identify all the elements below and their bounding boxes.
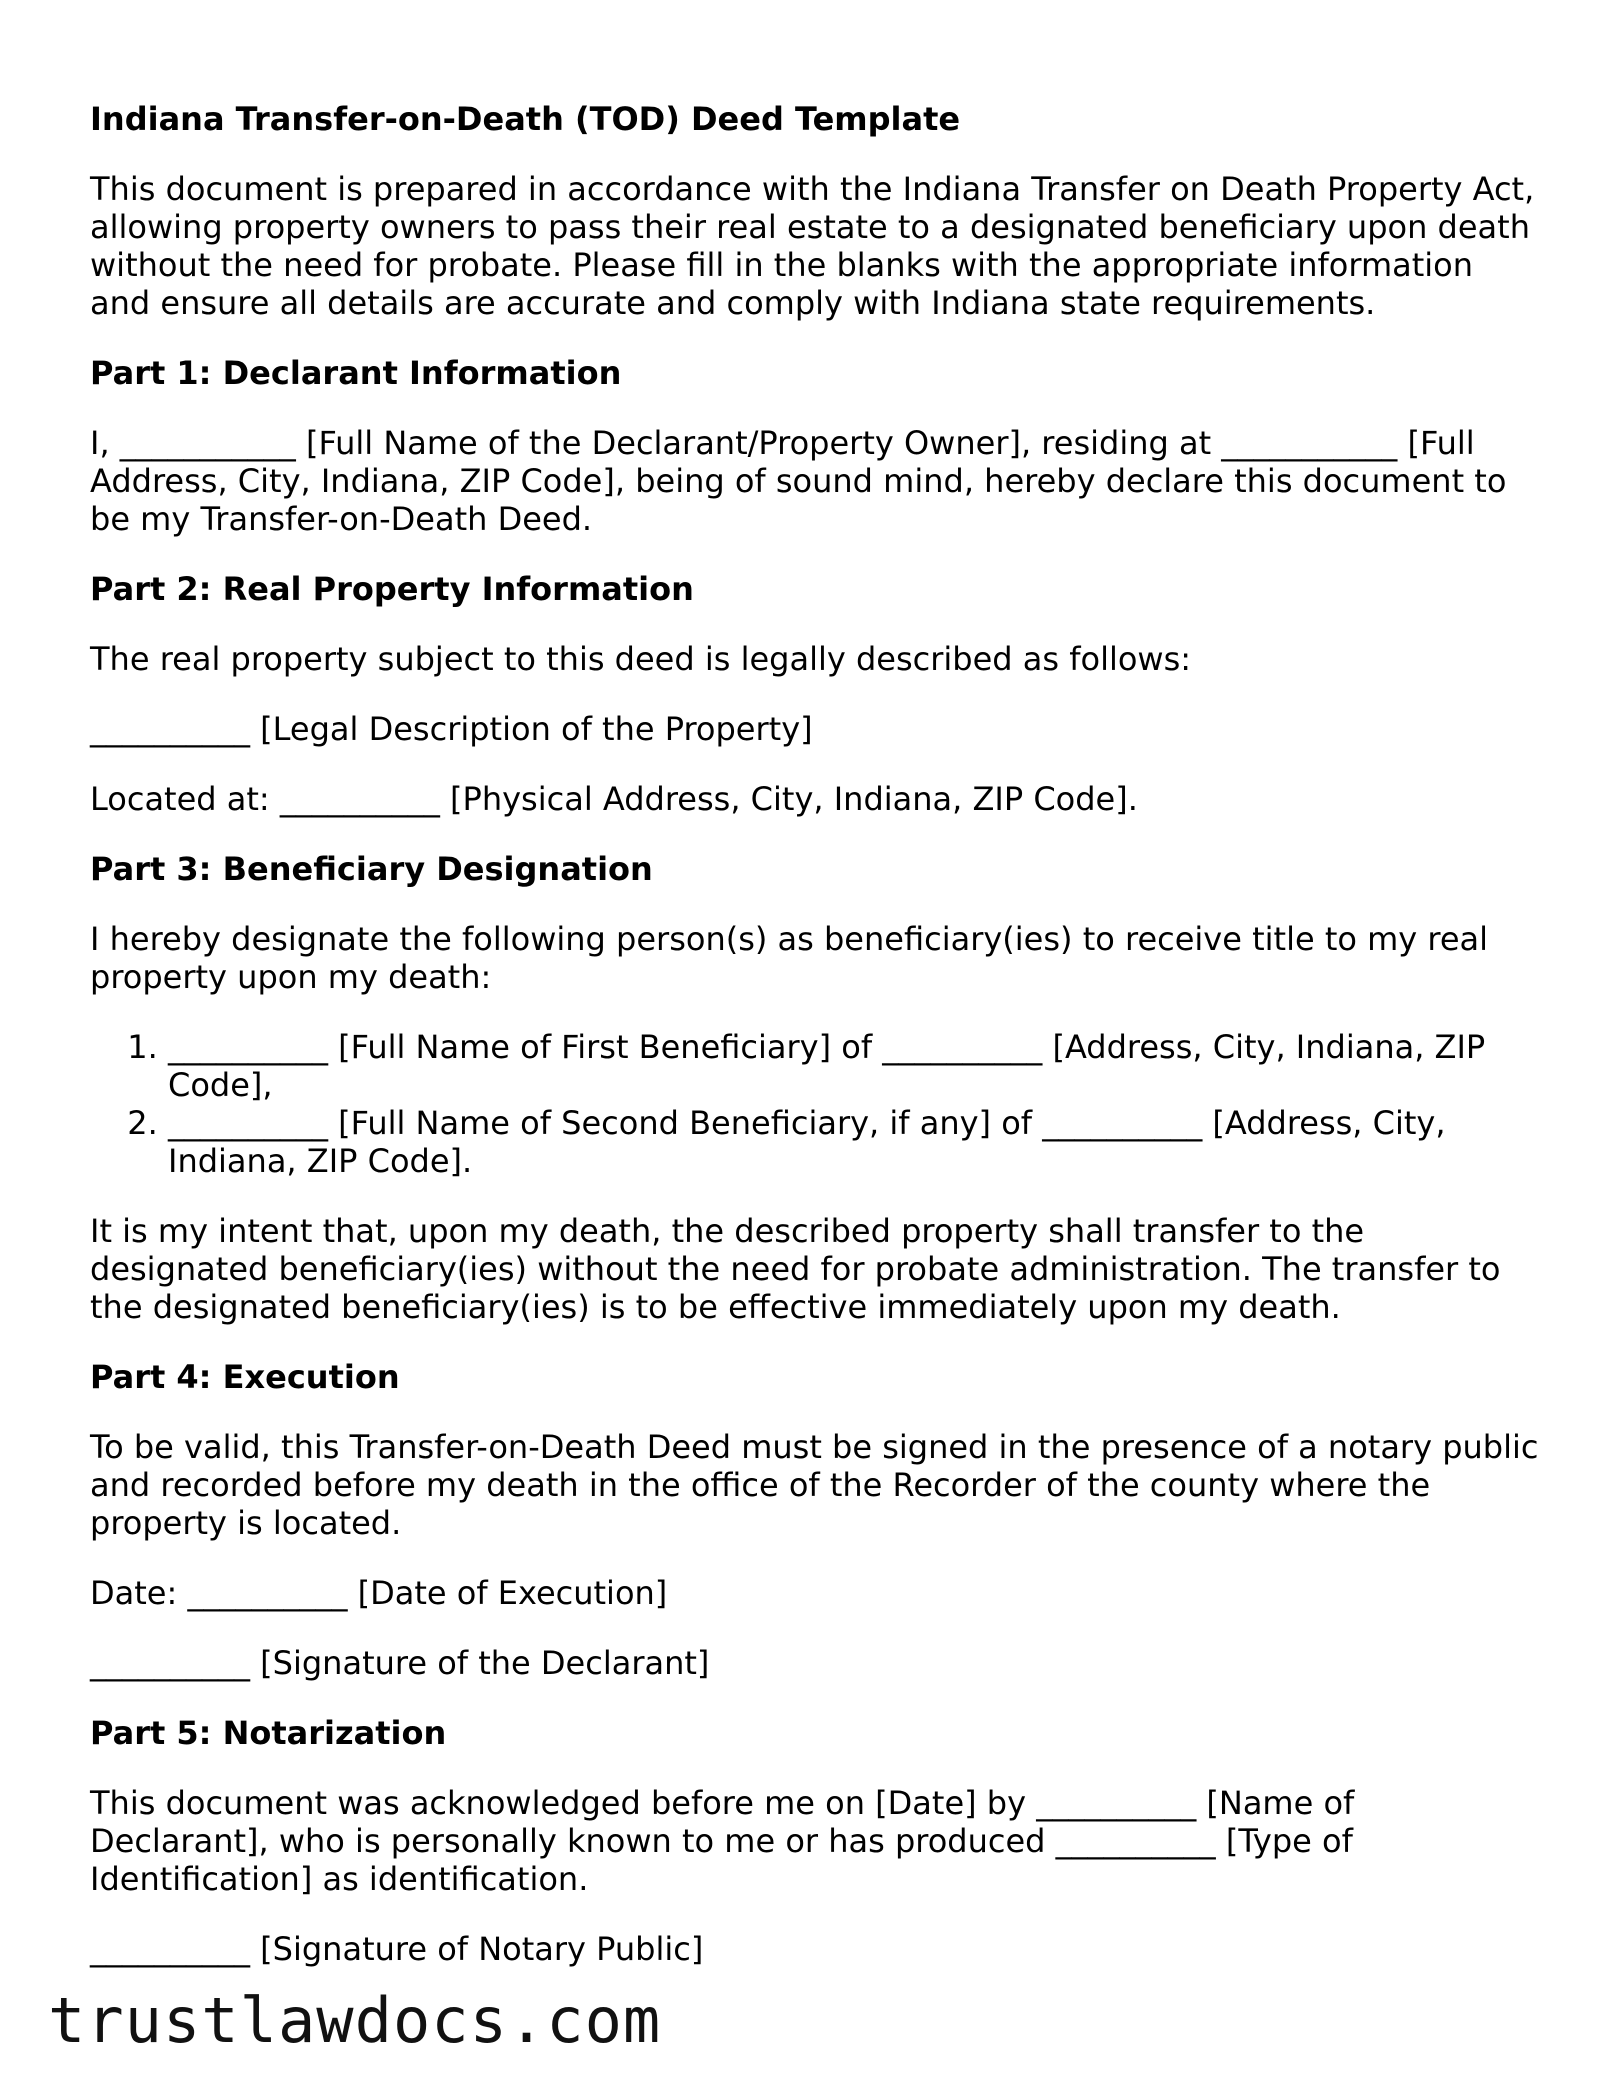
part4-paragraph-1: To be valid, this Transfer-on-Death Deed must be signed in the presence of a notary public and recorded before my death in the office of the Recorder of the county where the property is located. bbox=[90, 1428, 1539, 1542]
site-watermark: trustlawdocs.com bbox=[48, 1984, 662, 2057]
part1-paragraph: I, ___________ [Full Name of the Declarant/Property Owner], residing at ___________ [Full Address, City, Indiana, ZIP Code], being of sound mind, hereby declare this document to be my Transfer-on-Death Deed. bbox=[90, 424, 1507, 538]
document-page bbox=[90, 100, 1540, 2000]
beneficiary-item-1: 1. __________ [Full Name of First Beneficiary] of __________ [Address, City, Indiana, ZIP Code], bbox=[168, 1028, 1540, 1104]
part5-signature-line: __________ [Signature of Notary Public] bbox=[90, 1930, 704, 1968]
part2-paragraph-2: __________ [Legal Description of the Property] bbox=[90, 710, 813, 748]
part2-paragraph-3: Located at: __________ [Physical Address, City, Indiana, ZIP Code]. bbox=[90, 780, 1138, 818]
document-title: Indiana Transfer-on-Death (TOD) Deed Template bbox=[90, 100, 961, 138]
part1-heading: Part 1: Declarant Information bbox=[90, 354, 622, 392]
part4-heading: Part 4: Execution bbox=[90, 1358, 400, 1396]
part3-paragraph-2: It is my intent that, upon my death, the described property shall transfer to the designated beneficiary(ies) without the need for probate administration. The transfer to the designated beneficiary(ies) is to be effective immediately upon my death. bbox=[90, 1212, 1501, 1326]
part5-paragraph-1: This document was acknowledged before me on [Date] by __________ [Name of Declarant], who is personally known to me or has produced __________ [Type of Identification] as identification. bbox=[90, 1784, 1355, 1898]
part3-heading: Part 3: Beneficiary Designation bbox=[90, 850, 653, 888]
part2-heading: Part 2: Real Property Information bbox=[90, 570, 694, 608]
part4-signature-line: __________ [Signature of the Declarant] bbox=[90, 1644, 710, 1682]
part2-paragraph-1: The real property subject to this deed is legally described as follows: bbox=[90, 640, 1192, 678]
part3-paragraph-1: I hereby designate the following person(s) as beneficiary(ies) to receive title to my real property upon my death: bbox=[90, 920, 1489, 996]
beneficiary-item-2: 2. __________ [Full Name of Second Beneficiary, if any] of __________ [Address, City, Indiana, ZIP Code]. bbox=[168, 1104, 1540, 1180]
intro-paragraph: This document is prepared in accordance with the Indiana Transfer on Death Property Act, allowing property owners to pass their real estate to a designated beneficiary upon death without the need for probate. Please fill in the blanks with the appropriate information and ensure all details are accurate and comply with Indiana state requirements. bbox=[90, 170, 1535, 322]
part4-date-line: Date: __________ [Date of Execution] bbox=[90, 1574, 668, 1612]
beneficiary-list bbox=[90, 1028, 1540, 1180]
part5-heading: Part 5: Notarization bbox=[90, 1714, 447, 1752]
